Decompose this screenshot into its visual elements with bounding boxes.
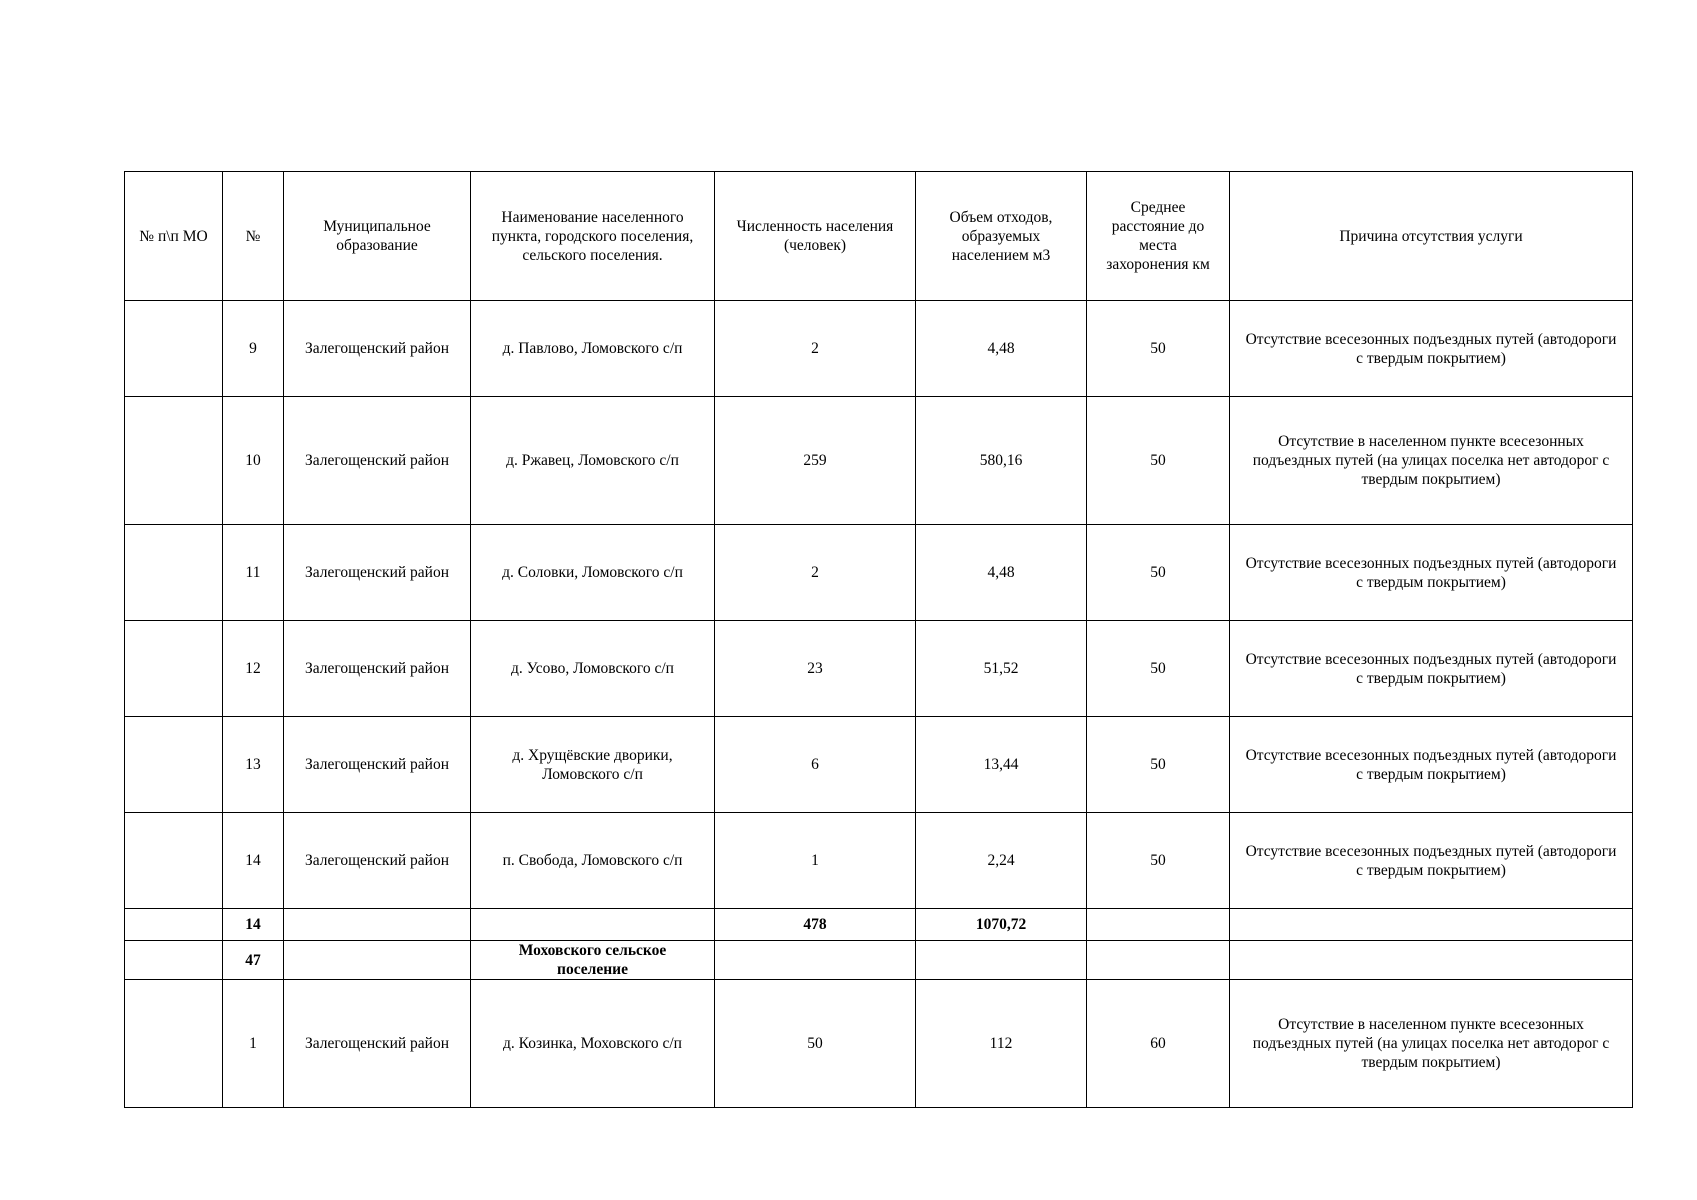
cell-distance: 50 bbox=[1087, 397, 1230, 525]
cell-settlement: д. Усово, Ломовского с/п bbox=[471, 621, 715, 717]
group-cell-municipality bbox=[284, 941, 471, 980]
header-distance: Среднее расстояние до места захоронения км bbox=[1087, 172, 1230, 301]
cell-mo-num bbox=[125, 525, 223, 621]
cell-reason: Отсутствие всесезонных подъездных путей (автодороги с твердым покрытием) bbox=[1230, 525, 1633, 621]
total-cell-settlement bbox=[471, 909, 715, 941]
header-waste-volume: Объем отходов, образуемых населением м3 bbox=[916, 172, 1087, 301]
total-population: 478 bbox=[715, 909, 916, 941]
cell-population: 23 bbox=[715, 621, 916, 717]
cell-num: 12 bbox=[223, 621, 284, 717]
cell-population: 50 bbox=[715, 980, 916, 1108]
cell-reason: Отсутствие всесезонных подъездных путей (автодороги с твердым покрытием) bbox=[1230, 813, 1633, 909]
cell-distance: 50 bbox=[1087, 621, 1230, 717]
cell-population: 259 bbox=[715, 397, 916, 525]
cell-num: 10 bbox=[223, 397, 284, 525]
total-row bbox=[125, 909, 1633, 941]
cell-distance: 50 bbox=[1087, 525, 1230, 621]
cell-waste-volume: 4,48 bbox=[916, 525, 1087, 621]
cell-mo-num bbox=[125, 813, 223, 909]
group-cell-population bbox=[715, 941, 916, 980]
cell-population: 2 bbox=[715, 525, 916, 621]
total-cell-reason bbox=[1230, 909, 1633, 941]
header-settlement: Наименование населенного пункта, городского поселения, сельского поселения. bbox=[471, 172, 715, 301]
group-number: 47 bbox=[223, 941, 284, 980]
total-cell-municipality bbox=[284, 909, 471, 941]
cell-waste-volume: 51,52 bbox=[916, 621, 1087, 717]
table-row bbox=[125, 717, 1633, 813]
cell-reason: Отсутствие в населенном пункте всесезонных подъездных путей (на улицах поселка нет автодорог с твердым покрытием) bbox=[1230, 980, 1633, 1108]
group-cell-mo-num bbox=[125, 941, 223, 980]
cell-num: 13 bbox=[223, 717, 284, 813]
cell-reason: Отсутствие всесезонных подъездных путей (автодороги с твердым покрытием) bbox=[1230, 717, 1633, 813]
cell-population: 6 bbox=[715, 717, 916, 813]
cell-municipality: Залегощенский район bbox=[284, 717, 471, 813]
document-page bbox=[124, 171, 1632, 1108]
header-mo-num: № п\п МО bbox=[125, 172, 223, 301]
cell-settlement: д. Соловки, Ломовского с/п bbox=[471, 525, 715, 621]
group-cell-reason bbox=[1230, 941, 1633, 980]
cell-settlement: д. Хрущёвские дворики, Ломовского с/п bbox=[471, 717, 715, 813]
cell-municipality: Залегощенский район bbox=[284, 813, 471, 909]
cell-reason: Отсутствие в населенном пункте всесезонных подъездных путей (на улицах поселка нет автодорог с твердым покрытием) bbox=[1230, 397, 1633, 525]
cell-num: 14 bbox=[223, 813, 284, 909]
table-row bbox=[125, 301, 1633, 397]
table-row bbox=[125, 813, 1633, 909]
group-cell-waste-volume bbox=[916, 941, 1087, 980]
cell-distance: 60 bbox=[1087, 980, 1230, 1108]
table-header-row bbox=[125, 172, 1633, 301]
cell-mo-num bbox=[125, 397, 223, 525]
cell-population: 2 bbox=[715, 301, 916, 397]
cell-mo-num bbox=[125, 980, 223, 1108]
cell-settlement: д. Павлово, Ломовского с/п bbox=[471, 301, 715, 397]
cell-distance: 50 bbox=[1087, 813, 1230, 909]
group-cell-distance bbox=[1087, 941, 1230, 980]
cell-mo-num bbox=[125, 301, 223, 397]
settlement-waste-table bbox=[124, 171, 1633, 1108]
cell-settlement: д. Козинка, Моховского с/п bbox=[471, 980, 715, 1108]
cell-num: 1 bbox=[223, 980, 284, 1108]
cell-municipality: Залегощенский район bbox=[284, 525, 471, 621]
cell-population: 1 bbox=[715, 813, 916, 909]
cell-num: 9 bbox=[223, 301, 284, 397]
table-row bbox=[125, 525, 1633, 621]
header-municipality: Муниципальное образование bbox=[284, 172, 471, 301]
cell-waste-volume: 4,48 bbox=[916, 301, 1087, 397]
cell-waste-volume: 112 bbox=[916, 980, 1087, 1108]
total-waste-volume: 1070,72 bbox=[916, 909, 1087, 941]
cell-municipality: Залегощенский район bbox=[284, 980, 471, 1108]
cell-distance: 50 bbox=[1087, 717, 1230, 813]
header-population: Численность населения (человек) bbox=[715, 172, 916, 301]
total-cell-distance bbox=[1087, 909, 1230, 941]
total-cell-mo-num bbox=[125, 909, 223, 941]
cell-waste-volume: 2,24 bbox=[916, 813, 1087, 909]
cell-distance: 50 bbox=[1087, 301, 1230, 397]
cell-waste-volume: 13,44 bbox=[916, 717, 1087, 813]
cell-reason: Отсутствие всесезонных подъездных путей (автодороги с твердым покрытием) bbox=[1230, 621, 1633, 717]
header-num: № bbox=[223, 172, 284, 301]
cell-settlement: п. Свобода, Ломовского с/п bbox=[471, 813, 715, 909]
group-settlement-name: Моховского сельское поселение bbox=[471, 941, 715, 980]
cell-mo-num bbox=[125, 621, 223, 717]
cell-municipality: Залегощенский район bbox=[284, 397, 471, 525]
cell-waste-volume: 580,16 bbox=[916, 397, 1087, 525]
total-count: 14 bbox=[223, 909, 284, 941]
cell-municipality: Залегощенский район bbox=[284, 301, 471, 397]
cell-reason: Отсутствие всесезонных подъездных путей (автодороги с твердым покрытием) bbox=[1230, 301, 1633, 397]
cell-settlement: д. Ржавец, Ломовского с/п bbox=[471, 397, 715, 525]
header-reason: Причина отсутствия услуги bbox=[1230, 172, 1633, 301]
table-row bbox=[125, 980, 1633, 1108]
group-header-row bbox=[125, 941, 1633, 980]
cell-num: 11 bbox=[223, 525, 284, 621]
table-row bbox=[125, 621, 1633, 717]
table-row bbox=[125, 397, 1633, 525]
cell-mo-num bbox=[125, 717, 223, 813]
cell-municipality: Залегощенский район bbox=[284, 621, 471, 717]
